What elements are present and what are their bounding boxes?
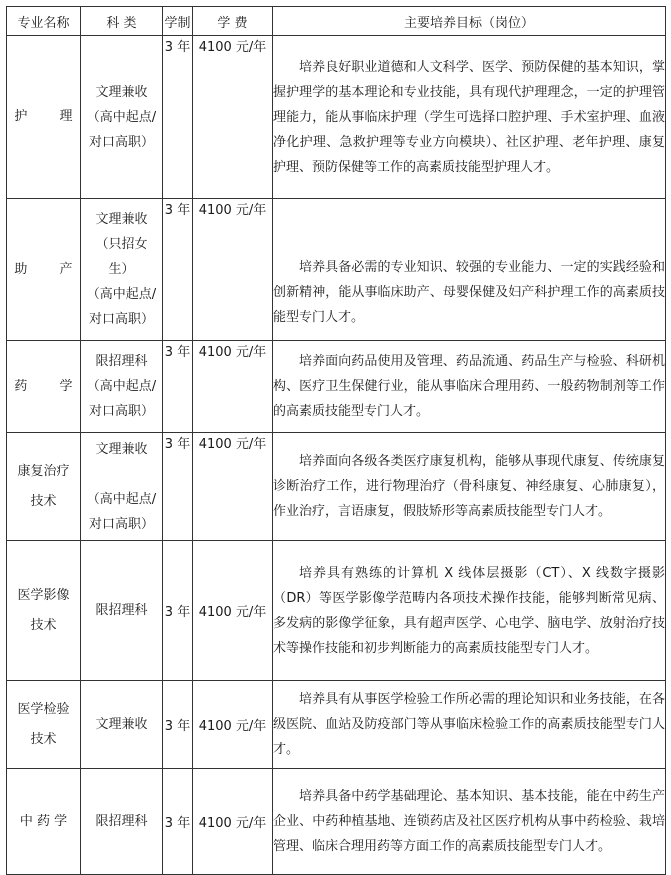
program-goal: 培养面向各级各类医疗康复机构，能够从事现代康复、传统康复诊断治疗工作，进行物理治疗（骨科康复、神经康复、心肺康复），作业治疗，言语康复，假肢矫形等高素质技能型专门人才。	[273, 433, 666, 541]
program-name: 康复治疗 技术	[7, 433, 81, 541]
program-duration: 3 年	[163, 199, 193, 341]
header-fee: 学 费	[193, 7, 273, 36]
program-name: 中 药 学	[7, 769, 81, 875]
header-name: 专业名称	[7, 7, 81, 36]
program-duration: 3 年	[163, 433, 193, 541]
header-duration: 学制	[163, 7, 193, 36]
program-goal: 培养面向药品使用及管理、药品流通、药品生产与检验、科研机构、医疗卫生保健行业，能从事临床合理用药、一般药物制剂等工作的高素质技能型专门人才。	[273, 341, 666, 433]
program-fee: 4100 元/年	[193, 199, 273, 341]
program-name: 医学检验 技术	[7, 681, 81, 769]
program-duration: 3 年	[163, 769, 193, 875]
program-fee: 4100 元/年	[193, 541, 273, 681]
program-category: 限招理科	[81, 769, 163, 875]
program-goal: 培养具有从事医学检验工作所必需的理论知识和业务技能，在各级医院、血站及防疫部门等从事临床检验工作的高素质技能型专门人才。	[273, 681, 666, 769]
program-category: 限招理科 （高中起点/ 对口高职）	[81, 341, 163, 433]
program-category: 文理兼收	[81, 681, 163, 769]
program-category: 文理兼收 （高中起点/ 对口高职）	[81, 433, 163, 541]
program-name: 药 学	[7, 341, 81, 433]
table-row	[7, 433, 666, 541]
program-goal: 培养具备中药学基础理论、基本知识、基本技能，能在中药生产企业、中药种植基地、连锁药店及社区医疗机构从事中药检验、栽培管理、临床合理用药等方面工作的高素质技能型专门人才。	[273, 769, 666, 875]
table-row	[7, 36, 666, 199]
table-row	[7, 199, 666, 341]
program-name: 护 理	[7, 36, 81, 199]
program-fee: 4100 元/年	[193, 36, 273, 199]
program-duration: 3 年	[163, 36, 193, 199]
program-fee: 4100 元/年	[193, 681, 273, 769]
program-duration: 3 年	[163, 341, 193, 433]
table-row	[7, 341, 666, 433]
programs-table	[6, 6, 666, 875]
program-fee: 4100 元/年	[193, 341, 273, 433]
program-category: 文理兼收 （高中起点/ 对口高职）	[81, 36, 163, 199]
program-name: 助 产	[7, 199, 81, 341]
program-category: 文理兼收 （只招女 生） （高中起点/ 对口高职）	[81, 199, 163, 341]
header-category: 科 类	[81, 7, 163, 36]
table-row	[7, 769, 666, 875]
table-row	[7, 541, 666, 681]
table-row	[7, 681, 666, 769]
program-name: 医学影像 技术	[7, 541, 81, 681]
header-goal: 主要培养目标（岗位）	[273, 7, 666, 36]
program-goal: 培养具备必需的专业知识、较强的专业能力、一定的实践经验和创新精神，能从事临床助产、母婴保健及妇产科护理工作的高素质技能型专门人才。	[273, 199, 666, 341]
program-goal: 培养具有熟练的计算机 X 线体层摄影（CT）、X 线数字摄影（DR）等医学影像学范畴内各项技术操作技能，能够判断常见病、多发病的影像学征象，具有超声医学、心电学、脑电学、放射治疗技术等操作技能和初步判断能力的高素质技能型专门人才。	[273, 541, 666, 681]
program-duration: 3 年	[163, 541, 193, 681]
program-fee: 4100 元/年	[193, 769, 273, 875]
program-goal: 培养良好职业道德和人文科学、医学、预防保健的基本知识，掌握护理学的基本理论和专业技能，具有现代护理理念，一定的护理管理能力，能从事临床护理（学生可选择口腔护理、手术室护理、血液净化护理、急救护理等专业方向模块）、社区护理、老年护理、康复护理、预防保健等工作的高素质技能型护理人才。	[273, 36, 666, 199]
program-category: 限招理科	[81, 541, 163, 681]
header-row	[7, 7, 666, 36]
program-fee: 4100 元/年	[193, 433, 273, 541]
program-duration: 3 年	[163, 681, 193, 769]
